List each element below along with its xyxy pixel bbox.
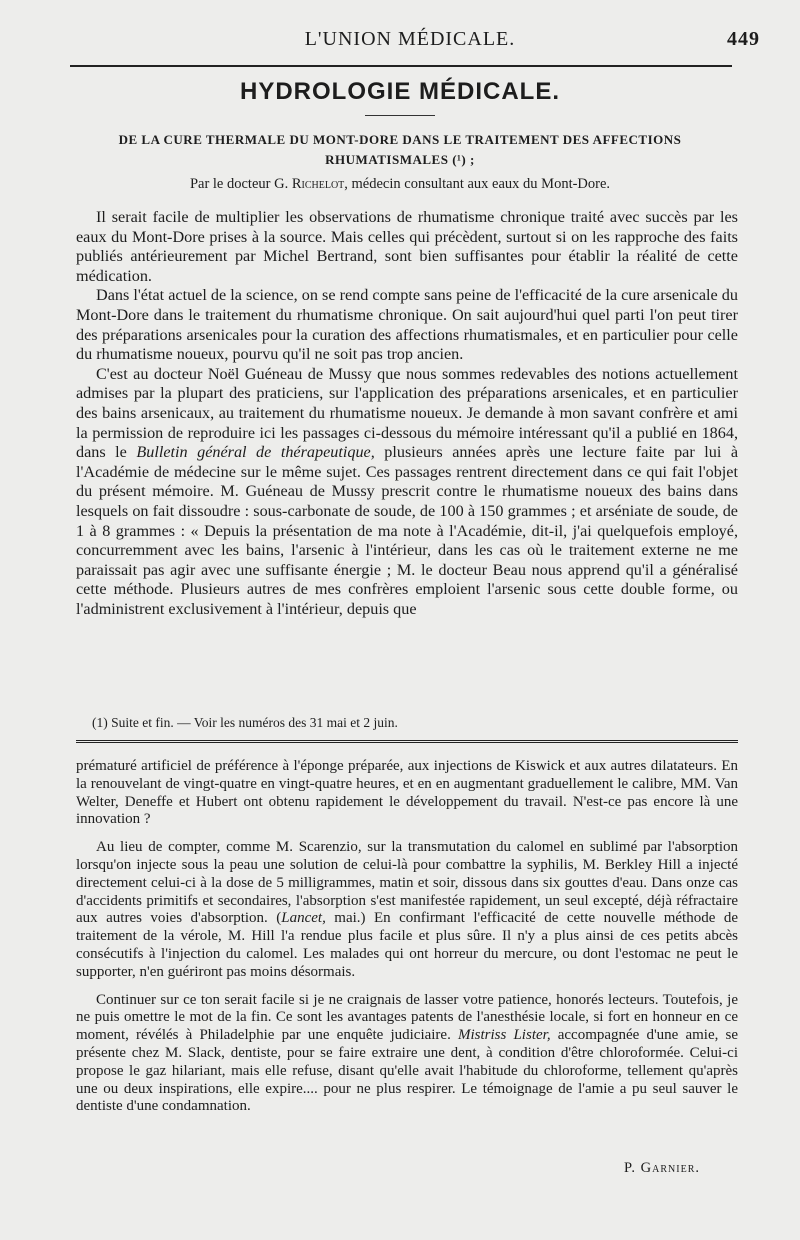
article-body: [76, 208, 738, 708]
signature-name: Garnier.: [640, 1160, 700, 1176]
byline-suffix: , médecin consultant aux eaux du Mont-Dore.: [344, 176, 611, 192]
person-name: Mistriss Lister,: [457, 1027, 551, 1044]
journal-title: Bulletin général de thérapeutique,: [136, 443, 375, 462]
byline: [0, 176, 800, 193]
header-rule: [70, 65, 732, 67]
byline-author: Richelot: [291, 176, 345, 192]
section-rule: [365, 115, 435, 116]
paragraph-text: mai.) En confirmant l'efficacité de cette nouvelle méthode de traitement de la vérole, M. Hill l'a rendue plus facile et plus sûre. Il n'y a plus ainsi de ces petits abcès consécutifs à l'injection du calomel. Les malades qui ont horreur du mercure, ou dont l'estomac ne peut le supporter, n'en guériront pas moins désormais.: [76, 910, 738, 980]
article-title: DE LA CURE THERMALE DU MONT-DORE DANS LE TRAITEMENT DES AFFECTIONS RHUMATISMALES (¹) ;: [118, 132, 682, 167]
page-number: 449: [727, 28, 760, 50]
paragraph-text: Continuer sur ce ton serait facile si je ne craignais de lasser votre patience, honorés lecteurs. Toutefois, je ne puis omettre le mot de la fin. Ce sont les avantages patents de l'anesthésie locale, si fort en honneur en ce moment, révélés à Philadelphie par une enquête judiciaire.: [76, 991, 738, 1044]
second-article-body: [76, 758, 738, 1158]
paragraph: Dans l'état actuel de la science, on se rend compte sans peine de l'efficacité de la cure arsenicale du Mont-Dore dans le traitement du rhumatisme chronique. On sait aujourd'hui quel parti l'on peut tirer des préparations arsenicales pour la curation des affections rhumatismales, et en particulier pour celle du rhumatisme noueux, pourvu qu'il ne soit pas trop ancien.: [76, 286, 738, 364]
paragraph: [76, 992, 738, 1117]
paragraph: prématuré artificiel de préférence à l'éponge préparée, aux injections de Kiswick et aux autres dilatateurs. En la renouvelant de vingt-quatre en vingt-quatre heures, et en en augmentant graduellement le calibre, MM. Van Welter, Deneffe et Hubert ont obtenu rapidement le développement du travail. N'est-ce pas encore là une innovation ?: [76, 758, 738, 828]
byline-prefix: Par le docteur G.: [189, 176, 289, 192]
journal-title: Lancet,: [281, 910, 326, 927]
paragraph: [76, 365, 738, 620]
signature-initial: P.: [623, 1160, 637, 1176]
running-head: [60, 28, 760, 58]
paragraph-text: Au lieu de compter, comme M. Scarenzio, sur la transmutation du calomel en sublimé par l'absorption lorsqu'on injecte sous la peau une solution de celui-là pour combattre la syphilis, M. Berkley Hill a injecté directement celui-ci à la dose de 5 milligrammes, matin et soir, dissous dans six gouttes d'eau. Dans onze cas d'accidents primitifs et secondaires, l'absorption s'est manifestée rapidement, un seul excepté, déjà réfractaire aux autres voies d'absorption. (: [76, 839, 738, 927]
signature: [624, 1160, 700, 1177]
paragraph-text: plusieurs années après une lecture faite par lui à l'Académie de médecine sur le même sujet. Ces passages rentrent directement dans ce qui fait l'objet du présent mémoire. M. Guéneau de Mussy prescrit contre le rhumatisme noueux des bains dans lesquels on fait dissoudre : sous-carbonate de soude, de 100 à 150 grammes ; et arséniate de soude, de 1 à 8 grammes : « Depuis la présentation de ma note à l'Académie, dit-il, j'ai quelquefois employé, concurremment avec les bains, l'arsenic à l'intérieur, dans les cas où le traitement externe ne me paraissait pas agir avec une suffisante énergie ; M. le docteur Beau nous apprend qu'il a généralisé cette méthode. Plusieurs autres de mes confrères emploient l'arsenic sous cette double forme, ou l'administrent exclusivement à l'intérieur, depuis que: [76, 443, 738, 618]
paragraph-text: C'est au docteur Noël Guéneau de Mussy que nous sommes redevables des notions actuellement admises par la plupart des praticiens, sur l'application des préparations arsenicales, et en particulier des bains arsenicaux, au traitement du rhumatisme noueux. Je demande à mon savant confrère et ami la permission de reproduire ici les passages ci-dessous du mémoire intéressant qu'il a publié en 1864, dans le: [76, 364, 738, 462]
running-title: L'UNION MÉDICALE.: [304, 28, 516, 50]
paragraph-text: accompagnée d'une amie, se présente chez M. Slack, dentiste, pour se faire extraire une dent, à condition d'être chloroformée. Celui-ci propose le gaz hilariant, mais elle refuse, disant qu'elle avait l'habitude du chloroforme, tellement qu'après une ou deux inspirations, elle expire.... pour ne plus respirer. Le témoignage de l'amie a pu seul sauver le dentiste d'une condamnation.: [76, 1027, 739, 1115]
section-title: HYDROLOGIE MÉDICALE.: [239, 78, 560, 105]
paragraph: Il serait facile de multiplier les observations de rhumatisme chronique traité avec succès par les eaux du Mont-Dore prises à la source. Mais celles qui précèdent, surtout si on les rapproche des faits publiés antérieurement par Michel Bertrand, sont bien suffisantes pour établir la réalité de cette médication.: [76, 208, 738, 285]
paragraph: [76, 839, 738, 981]
article-separator: [76, 740, 738, 743]
footnote: (1) Suite et fin. — Voir les numéros des 31 mai et 2 juin.: [92, 715, 398, 730]
